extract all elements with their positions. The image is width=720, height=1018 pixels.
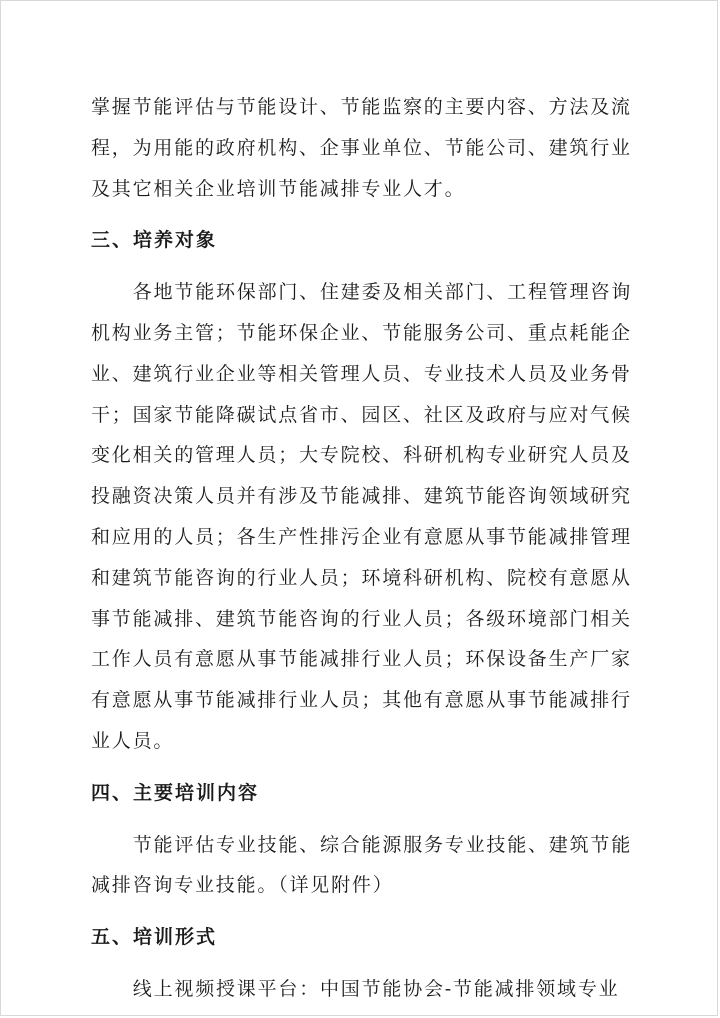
text-line: 线上视频授课平台：中国节能协会-节能减排领域专业 — [132, 977, 620, 1000]
text-line: 掌握节能评估与节能设计、节能监察的主要内容、方法及流 — [91, 96, 632, 118]
text-line: 投融资决策人员并有涉及节能减排、建筑节能咨询领域研究 — [91, 485, 632, 508]
section-heading-training-content: 四、主要培训内容 — [91, 781, 260, 804]
text-line: 及其它相关企业培训节能减排专业人才。 — [91, 177, 466, 200]
text-line: 干；国家节能降碳试点省市、园区、社区及政府与应对气候 — [91, 403, 632, 426]
text-line: 机构业务主管；节能环保企业、节能服务公司、重点耗能企 — [91, 321, 632, 344]
text-line: 程，为用能的政府机构、企事业单位、节能公司、建筑行业 — [91, 136, 632, 159]
text-line: 节能评估专业技能、综合能源服务专业技能、建筑节能 — [132, 833, 632, 856]
text-line: 业、建筑行业企业等相关管理人员、专业技术人员及业务骨 — [91, 362, 632, 385]
training-targets-paragraph — [91, 272, 632, 762]
text-line: 和建筑节能咨询的行业人员；环境科研机构、院校有意愿从 — [91, 566, 632, 589]
document-body — [91, 87, 632, 1010]
section-heading-training-format: 五、培训形式 — [91, 926, 218, 949]
intro-paragraph — [91, 87, 632, 209]
text-line: 工作人员有意愿从事节能减排行业人员；环保设备生产厂家 — [91, 648, 632, 671]
section-heading-training-targets: 三、培养对象 — [91, 229, 218, 252]
training-format-paragraph — [91, 969, 623, 1010]
text-line: 业人员。 — [91, 729, 175, 752]
text-line: 各地节能环保部门、住建委及相关部门、工程管理咨询 — [132, 281, 632, 304]
text-line: 事节能减排、建筑节能咨询的行业人员；各级环境部门相关 — [91, 607, 632, 630]
text-line: 和应用的人员；各生产性排污企业有意愿从事节能减排管理 — [91, 525, 632, 548]
text-line: 变化相关的管理人员；大专院校、科研机构专业研究人员及 — [91, 444, 632, 467]
training-content-paragraph — [91, 825, 632, 907]
text-line: 有意愿从事节能减排行业人员；其他有意愿从事节能减排行 — [91, 689, 632, 712]
text-line: 减排咨询专业技能。（详见附件） — [91, 874, 394, 897]
